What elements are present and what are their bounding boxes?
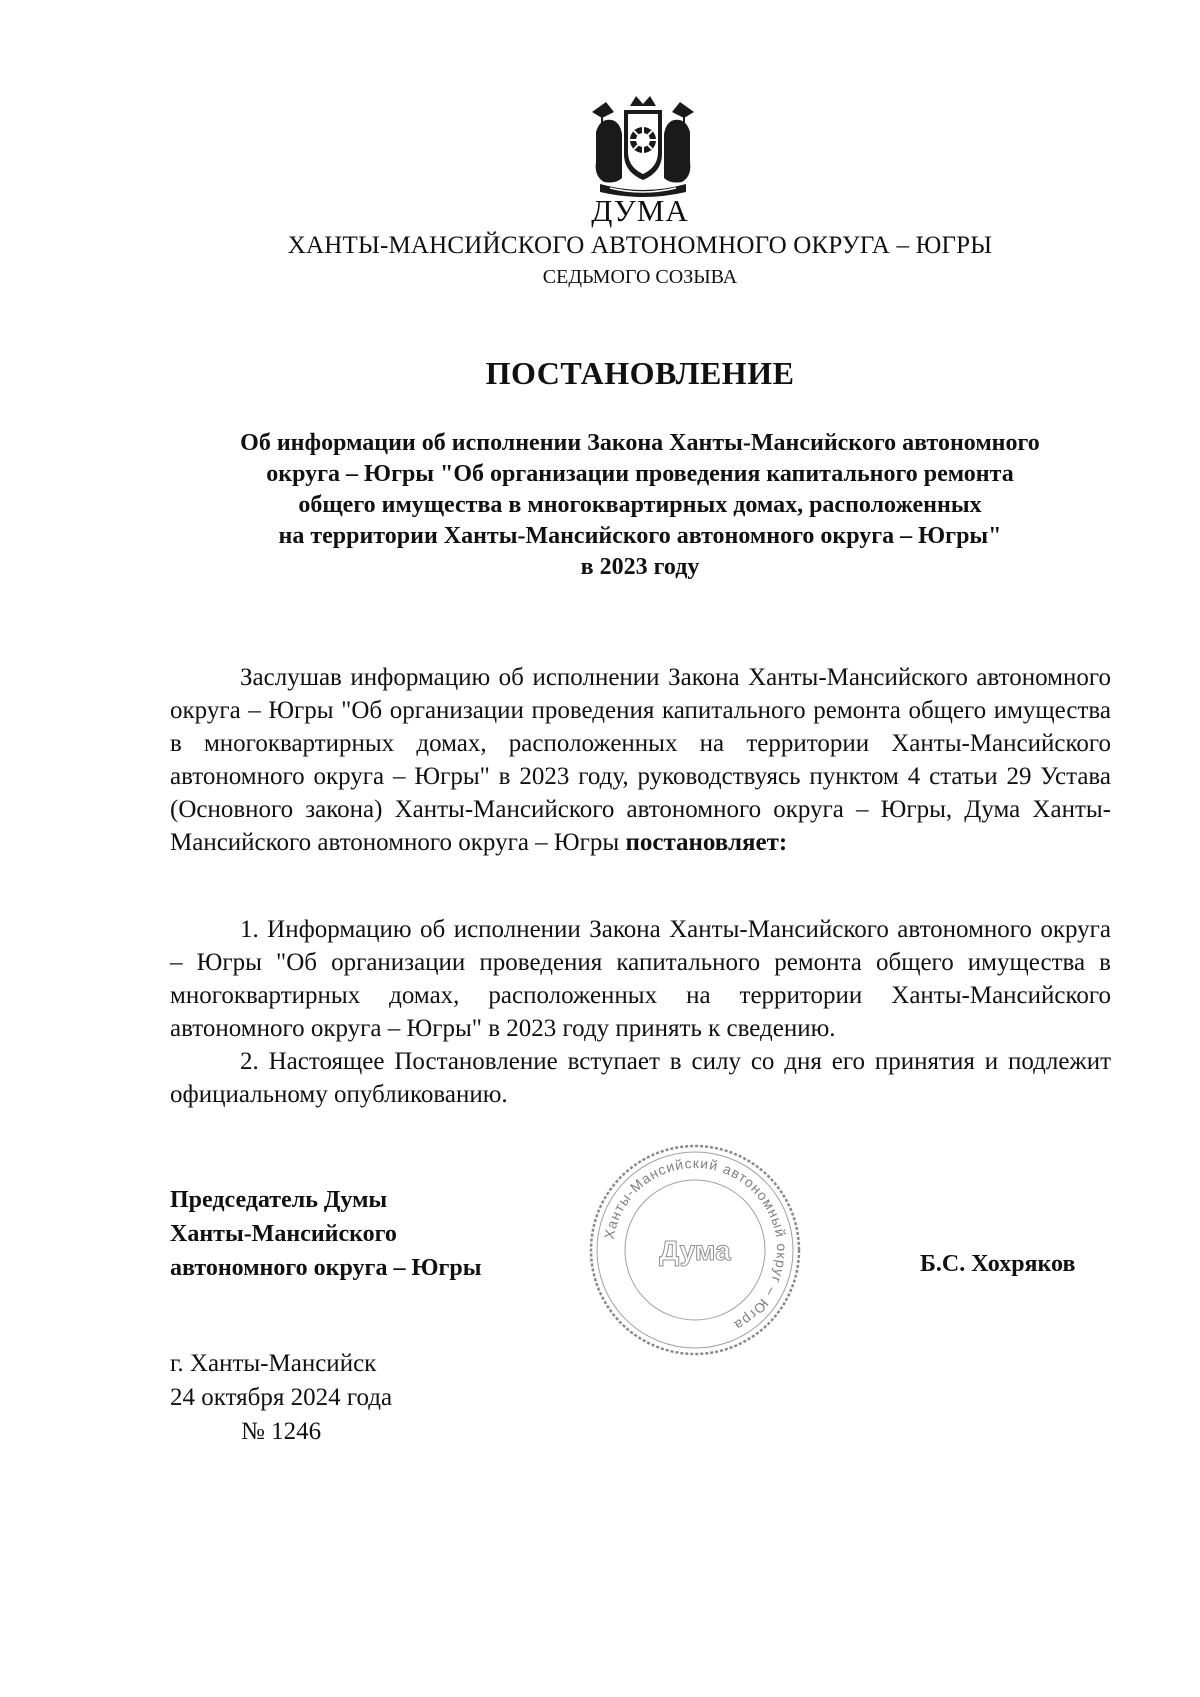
stamp-ring-text: Ханты-Мансийский автономный округ – Югра	[600, 1154, 791, 1335]
signer-name: Б.С. Хохряков	[920, 1251, 1076, 1277]
date: 24 октября 2024 года	[170, 1384, 393, 1411]
subject-line: в 2023 году	[580, 554, 700, 580]
subject-line: на территории Ханты-Мансийского автономного округа – Югры"	[278, 523, 1002, 549]
signer-position-line: автономного округа – Югры	[170, 1255, 482, 1281]
resolves-word: постановляет:	[625, 829, 788, 856]
subject-line: округа – Югры "Об организации проведения капитального ремонта	[266, 461, 1014, 487]
subject-line: общего имущества в многоквартирных домах, расположенных	[298, 492, 982, 518]
preamble-text: Заслушав информацию об исполнении Закона Ханты-Мансийского автономного округа – Югры "Об организации проведения капитального ремонта общего имущества в многоквартирных домах, расположенных на территории Ханты-Мансийского автономного округа – Югры" в 2023 году, руководствуясь пунктом 4 статьи 29 Устава (Основного закона) Ханты-Мансийского автономного округа – Югры, Дума Ханты-Мансийского автономного округа – Югры	[170, 664, 1111, 856]
signer-position-line: Ханты-Мансийского	[170, 1221, 397, 1247]
org-name: ДУМА	[591, 193, 689, 228]
convocation: СЕДЬМОГО СОЗЫВА	[542, 266, 738, 288]
document-type: ПОСТАНОВЛЕНИЕ	[485, 355, 795, 391]
signer-position	[170, 1183, 481, 1285]
preamble-paragraph	[170, 661, 1111, 859]
item-1: 1. Информацию об исполнении Закона Ханты-Мансийского автономного округа – Югры "Об организации проведения капитального ремонта общего имущества в многоквартирных домах, расположенных на территории Ханты-Мансийского автономного округа – Югры" в 2023 году принять к сведению.	[170, 916, 1111, 1042]
subject-line: Об информации об исполнении Закона Ханты-Мансийского автономного	[240, 430, 1040, 456]
document-number: № 1246	[241, 1418, 322, 1445]
item-2: 2. Настоящее Постановление вступает в силу со дня его принятия и подлежит официальному опубликованию.	[170, 1048, 1111, 1108]
stamp-center-text: Дума	[659, 1235, 731, 1266]
place-date-number	[170, 1347, 392, 1449]
coat-of-arms-emblem-icon	[586, 92, 700, 202]
document-subject	[170, 428, 1110, 583]
official-seal-stamp-icon	[585, 1140, 805, 1360]
signer-position-line: Председатель Думы	[170, 1187, 388, 1213]
place: г. Ханты-Мансийск	[170, 1350, 377, 1377]
okrug-name: ХАНТЫ-МАНСИЙСКОГО АВТОНОМНОГО ОКРУГА – ЮГРЫ	[287, 232, 993, 259]
